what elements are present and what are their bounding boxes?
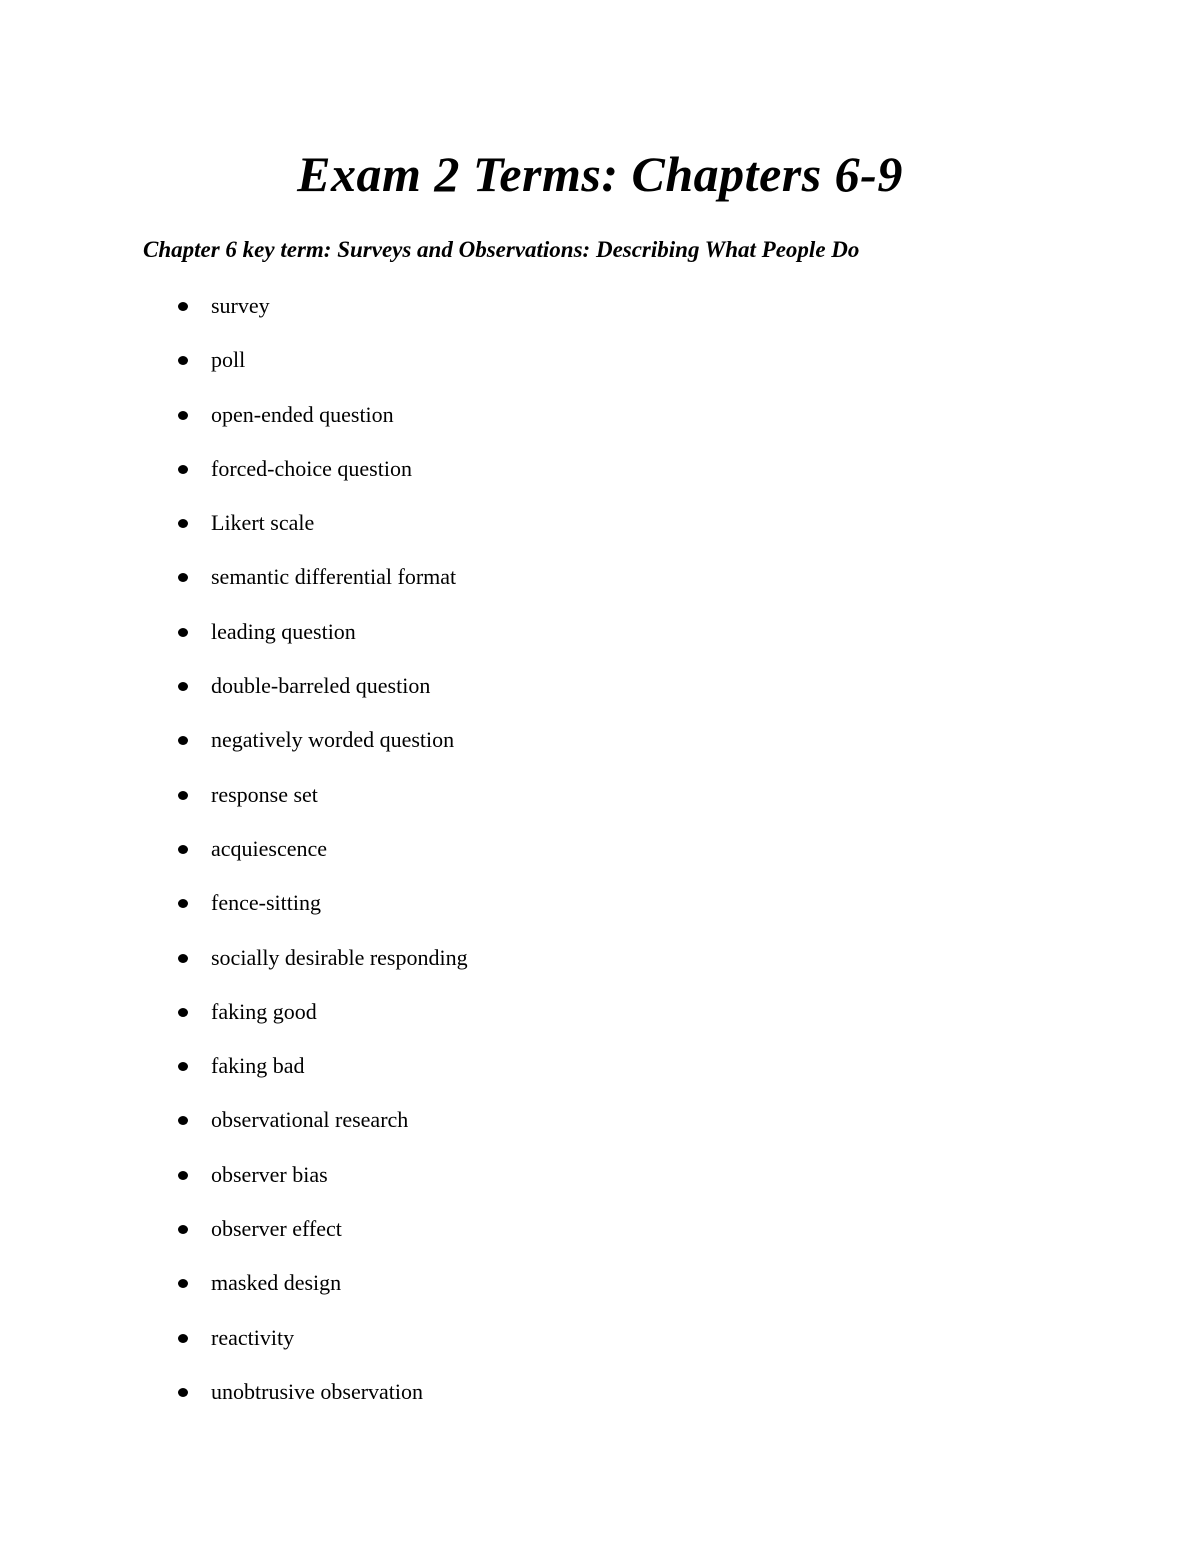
bullet-icon [178, 302, 188, 311]
bullet-icon [178, 411, 188, 420]
list-item [0, 996, 700, 1050]
list-item [0, 399, 700, 453]
list-item [0, 344, 700, 398]
term-list [0, 290, 700, 1430]
bullet-icon [178, 736, 188, 745]
term-label: faking bad [211, 1053, 305, 1079]
list-item [0, 616, 700, 670]
list-item [0, 1376, 700, 1430]
bullet-icon [178, 791, 188, 800]
bullet-icon [178, 1388, 188, 1397]
bullet-icon [178, 628, 188, 637]
bullet-icon [178, 682, 188, 691]
section-heading: Chapter 6 key term: Surveys and Observations: Describing What People Do [143, 237, 860, 262]
bullet-icon [178, 954, 188, 963]
term-label: open-ended question [211, 401, 394, 427]
list-item [0, 561, 700, 615]
list-item [0, 724, 700, 778]
term-label: observer effect [211, 1216, 342, 1242]
list-item [0, 1159, 700, 1213]
list-item [0, 833, 700, 887]
term-label: observer bias [211, 1161, 328, 1187]
bullet-icon [178, 1171, 188, 1180]
bullet-icon [178, 573, 188, 582]
term-label: fence-sitting [211, 890, 321, 916]
term-label: forced-choice question [211, 455, 412, 481]
term-label: observational research [211, 1107, 409, 1133]
bullet-icon [178, 1062, 188, 1071]
term-label: socially desirable responding [211, 944, 468, 970]
list-item [0, 453, 700, 507]
list-item [0, 779, 700, 833]
list-item [0, 1050, 700, 1104]
list-item [0, 290, 700, 344]
term-label: semantic differential format [211, 564, 457, 590]
term-label: leading question [211, 618, 356, 644]
list-item [0, 1267, 700, 1321]
bullet-icon [178, 899, 188, 908]
bullet-icon [178, 465, 188, 474]
bullet-icon [178, 1334, 188, 1343]
list-item [0, 670, 700, 724]
list-item [0, 507, 700, 561]
term-label: poll [211, 347, 246, 373]
bullet-icon [178, 1116, 188, 1125]
list-item [0, 1213, 700, 1267]
term-label: double-barreled question [211, 673, 431, 699]
term-label: Likert scale [211, 510, 315, 536]
term-label: acquiescence [211, 835, 328, 861]
bullet-icon [178, 519, 188, 528]
term-label: reactivity [211, 1324, 295, 1350]
term-label: response set [211, 781, 318, 807]
term-label: unobtrusive observation [211, 1378, 424, 1404]
term-label: faking good [211, 998, 317, 1024]
list-item [0, 1322, 700, 1376]
document-title: Exam 2 Terms: Chapters 6-9 [297, 146, 903, 202]
term-label: negatively worded question [211, 727, 455, 753]
bullet-icon [178, 1279, 188, 1288]
bullet-icon [178, 1225, 188, 1234]
bullet-icon [178, 845, 188, 854]
bullet-icon [178, 356, 188, 365]
term-label: masked design [211, 1270, 342, 1296]
list-item [0, 1104, 700, 1158]
list-item [0, 942, 700, 996]
bullet-icon [178, 1008, 188, 1017]
term-label: survey [211, 293, 270, 318]
list-item [0, 887, 700, 941]
